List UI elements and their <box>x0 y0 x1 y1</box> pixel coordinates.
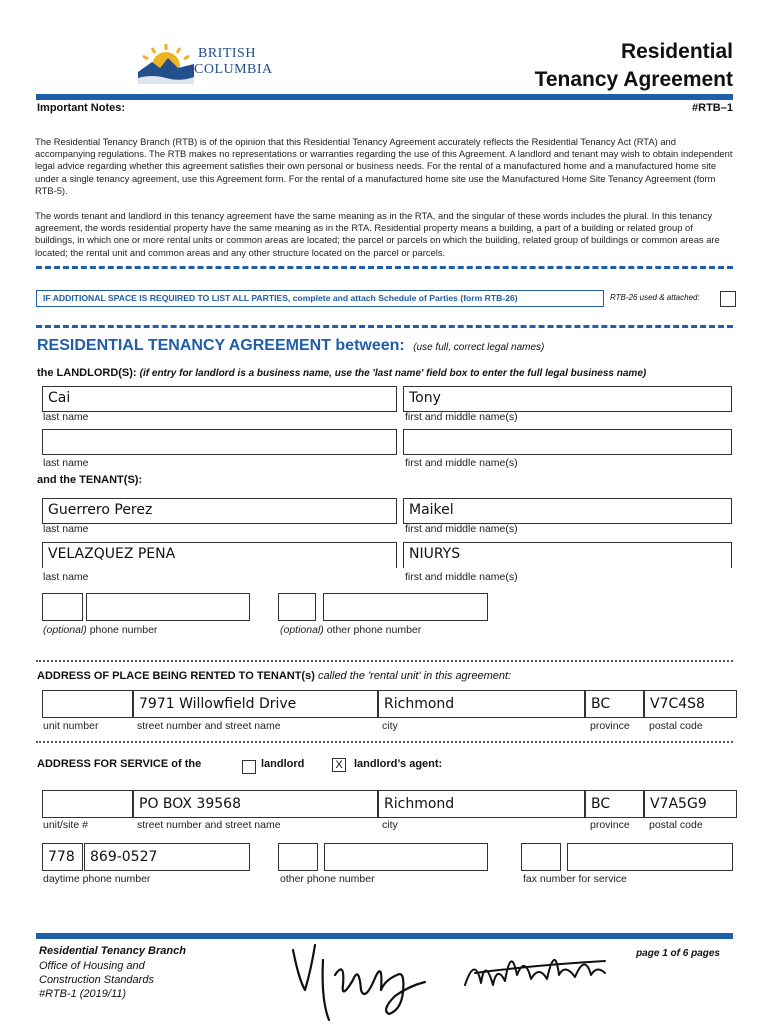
rental-unit-label: unit number <box>43 720 99 732</box>
dotted-divider-2 <box>36 741 733 743</box>
tenant-phone-area-input[interactable] <box>42 593 83 621</box>
service-postal-label: postal code <box>649 819 703 831</box>
service-street-label: street number and street name <box>137 819 281 831</box>
service-province-label: province <box>590 819 630 831</box>
tenant-2-last-name-input[interactable]: VELAZQUEZ PENA <box>42 542 397 568</box>
agreement-heading <box>37 337 544 355</box>
landlord-1-last-name-input[interactable]: Cai <box>42 386 397 412</box>
rental-address-heading-text: ADDRESS OF PLACE BEING RENTED TO TENANT(s) <box>37 670 315 682</box>
tenant-other-phone-label-text: other phone number <box>326 624 422 636</box>
landlord-1-last-name-label: last name <box>43 411 89 423</box>
service-unit-input[interactable] <box>42 790 133 818</box>
service-postal-code-input[interactable]: V7A5G9 <box>644 790 737 818</box>
tenants-label: and the TENANT(S): <box>37 474 143 486</box>
notes-paragraph-2: The words tenant and landlord in this tenancy agreement have the same meaning as in the RTA, and the singular of these words includes the plural. In this tenancy agreement, the words residential property have the same meaning as in the RTA. Residential property means a building, a part of a building or related group of buildings, in which one or more rental units or common areas are located; the parcel or parcels on which the building, related group of buildings or common areas are located; the rental unit and common areas and any other structure located on the parcel or parcels. <box>35 210 720 258</box>
form-code: #RTB–1 <box>692 102 733 114</box>
bc-logo <box>138 40 278 90</box>
tenant-1-last-name-label: last name <box>43 523 89 535</box>
tenant-other-phone-number-input[interactable] <box>323 593 488 621</box>
footer-office-line1: Office of Housing and <box>39 960 145 972</box>
dashed-divider-1 <box>36 266 733 269</box>
tenant-phone-number-input[interactable] <box>86 593 250 621</box>
tenant-signature-1 <box>285 930 445 1024</box>
rental-address-heading <box>37 670 511 682</box>
footer-office-line2: Construction Standards <box>39 974 154 986</box>
daytime-phone-label: daytime phone number <box>43 873 151 885</box>
tenant-other-phone-label <box>280 624 421 636</box>
landlord-2-last-name-label: last name <box>43 457 89 469</box>
rental-postal-label: postal code <box>649 720 703 732</box>
footer-page-number: page 1 of 6 pages <box>636 948 720 959</box>
service-other-phone-area-input[interactable] <box>278 843 318 871</box>
tenant-phone-optional: (optional) <box>43 624 87 636</box>
rtb26-label: RTB-26 used & attached: <box>610 293 700 302</box>
rental-province-input[interactable]: BC <box>585 690 644 718</box>
service-other-phone-label: other phone number <box>280 873 375 885</box>
tenant-2-first-name-input[interactable]: NIURYS <box>403 542 732 568</box>
landlord-2-first-name-input[interactable] <box>403 429 732 455</box>
fax-area-input[interactable] <box>521 843 561 871</box>
tenant-other-phone-optional: (optional) <box>280 624 324 636</box>
dashed-divider-2 <box>36 325 733 328</box>
logo-text-columbia: COLUMBIA <box>194 62 273 77</box>
rental-unit-number-input[interactable] <box>42 690 133 718</box>
landlords-label-text: the LANDLORD(S): <box>37 367 137 379</box>
tenant-1-last-name-input[interactable]: Guerrero Perez <box>42 498 397 524</box>
service-other-phone-number-input[interactable] <box>324 843 488 871</box>
daytime-phone-area-input[interactable]: 778 <box>42 843 83 871</box>
agreement-heading-text: RESIDENTIAL TENANCY AGREEMENT between: <box>37 337 405 354</box>
logo-text-british: BRITISH <box>198 46 256 61</box>
form-title-line1: Residential <box>620 40 733 63</box>
agreement-heading-note: (use full, correct legal names) <box>413 342 545 353</box>
landlord-1-first-name-label: first and middle name(s) <box>405 411 518 423</box>
fax-number-input[interactable] <box>567 843 733 871</box>
service-street-input[interactable]: PO BOX 39568 <box>133 790 378 818</box>
schedule-notice <box>36 290 604 307</box>
service-province-input[interactable]: BC <box>585 790 644 818</box>
rental-street-input[interactable]: 7971 Willowfield Drive <box>133 690 378 718</box>
rental-street-label: street number and street name <box>137 720 281 732</box>
rental-postal-code-input[interactable]: V7C4S8 <box>644 690 737 718</box>
rental-province-label: province <box>590 720 630 732</box>
service-agent-checkbox[interactable]: X <box>332 758 346 772</box>
service-address-heading: ADDRESS FOR SERVICE of the <box>37 758 202 770</box>
fax-label: fax number for service <box>523 873 627 885</box>
bc-logo-mark-icon <box>138 42 194 84</box>
daytime-phone-number-input[interactable]: 869-0527 <box>84 843 250 871</box>
tenant-1-first-name-label: first and middle name(s) <box>405 523 518 535</box>
tenant-phone-label <box>43 624 157 636</box>
tenant-2-first-name-label: first and middle name(s) <box>405 571 518 583</box>
tenant-1-first-name-input[interactable]: Maikel <box>403 498 732 524</box>
form-title-line2: Tenancy Agreement <box>534 68 733 91</box>
landlord-1-first-name-input[interactable]: Tony <box>403 386 732 412</box>
tenant-signature-2 <box>455 935 615 1005</box>
service-agent-option: landlord’s agent: <box>354 758 443 770</box>
service-landlord-checkbox[interactable] <box>242 760 256 774</box>
dotted-divider-1 <box>36 660 733 662</box>
important-notes-heading: Important Notes: <box>37 102 125 114</box>
footer-form-rev: #RTB-1 (2019/11) <box>39 988 127 1000</box>
landlord-2-last-name-input[interactable] <box>42 429 397 455</box>
service-landlord-option: landlord <box>261 758 305 770</box>
rtb26-checkbox[interactable] <box>720 291 736 307</box>
footer-branch: Residential Tenancy Branch <box>39 945 186 957</box>
header-rule <box>36 94 733 100</box>
rental-city-label: city <box>382 720 398 732</box>
tenant-phone-label-text: phone number <box>89 624 158 636</box>
service-city-input[interactable]: Richmond <box>378 790 585 818</box>
landlords-label <box>37 367 646 379</box>
landlords-label-note: (if entry for landlord is a business name, use the 'last name' field box to enter the full legal business name) <box>139 368 647 379</box>
notes-paragraph-1: The Residential Tenancy Branch (RTB) is of the opinion that this Residential Tenancy Agreement accurately reflects the Residential Tenancy Act (RTA) and accompanying regulations. The RTB makes no representations or warranties regarding the use of this Agreement. A landlord and tenant may wish to obtain independent legal advice regarding whether this agreement satisfies their own personal or business needs. For the rental of a manufactured home and a manufactured home site under a single tenancy agreement, use this Agreement form. For the rental of a manufactured home site use the Manufactured Home Site Tenancy Agreement (form RTB-5). <box>35 136 733 196</box>
rental-address-heading-note: called the 'rental unit' in this agreement: <box>317 670 512 682</box>
tenant-2-last-name-label: last name <box>43 571 89 583</box>
rental-city-input[interactable]: Richmond <box>378 690 585 718</box>
service-unit-label: unit/site # <box>43 819 88 831</box>
schedule-notice-text: IF ADDITIONAL SPACE IS REQUIRED TO LIST ALL PARTIES, complete and attach Schedule of Parties (form RTB-26) <box>43 293 518 303</box>
service-city-label: city <box>382 819 398 831</box>
tenant-other-phone-area-input[interactable] <box>278 593 316 621</box>
landlord-2-first-name-label: first and middle name(s) <box>405 457 518 469</box>
